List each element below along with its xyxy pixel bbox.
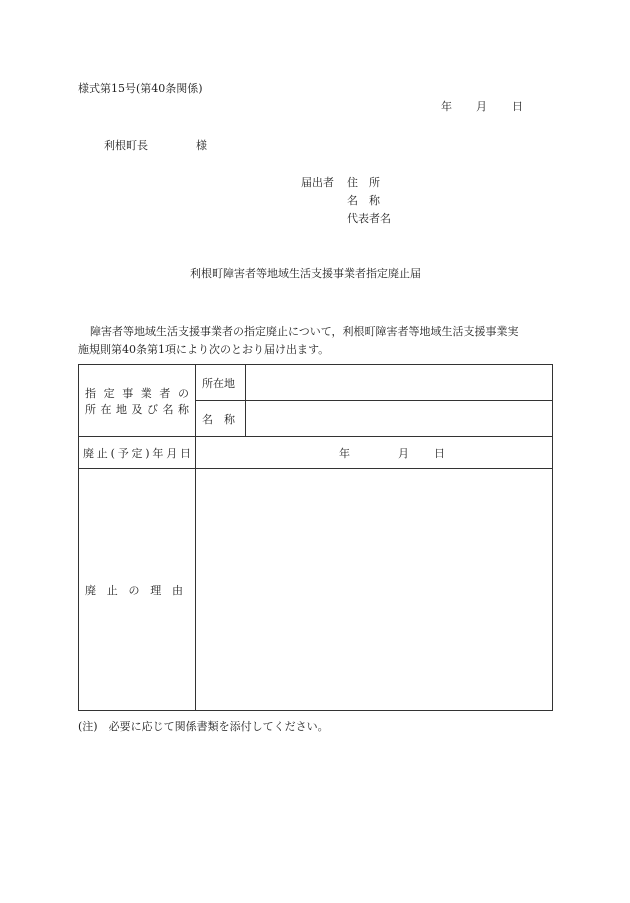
date-month-label: 月	[476, 100, 487, 113]
abolition-date-day-label: 日	[434, 447, 445, 460]
business-name-value-field[interactable]	[246, 401, 553, 437]
date-year-label: 年	[441, 100, 452, 113]
business-name-label: 名 称	[202, 412, 235, 426]
document-title: 利根町障害者等地域生活支援事業者指定廃止届	[190, 267, 421, 280]
abolition-date-label-cell	[79, 437, 196, 469]
notifier-representative-label: 代表者名	[347, 212, 391, 225]
abolition-date-value-field[interactable]	[196, 437, 553, 469]
location-label-cell	[196, 365, 246, 401]
abolition-date-month-label: 月	[398, 447, 409, 460]
reason-label-cell	[79, 469, 196, 711]
addressee-honorific: 様	[196, 139, 207, 152]
designated-business-label-cell	[79, 365, 196, 437]
location-value-field[interactable]	[246, 365, 553, 401]
notifier-label: 届出者	[301, 176, 334, 189]
location-label: 所在地	[202, 376, 235, 390]
notifier-name-label: 名 称	[347, 194, 380, 207]
footnote: (注) 必要に応じて関係書類を添付してください。	[78, 720, 329, 733]
notifier-address-label: 住 所	[347, 176, 380, 189]
abolition-date-year-label: 年	[339, 447, 350, 460]
reason-value-field[interactable]	[196, 469, 553, 711]
date-day-label: 日	[512, 100, 523, 113]
notification-form-table	[78, 364, 553, 711]
designated-business-label-line1: 指定事業者の	[85, 386, 189, 400]
designated-business-label-line2: 所在地及び名称	[85, 402, 189, 416]
business-name-label-cell	[196, 401, 246, 437]
body-line-1: 障害者等地域生活支援事業者の指定廃止について，利根町障害者等地域生活支援事業実	[90, 325, 519, 338]
body-line-2: 施規則第40条第1項により次のとおり届け出ます。	[78, 343, 330, 356]
abolition-date-label: 廃止(予定)年月日	[83, 446, 191, 460]
reason-label: 廃止の理由	[85, 583, 183, 597]
form-number: 様式第15号(第40条関係)	[78, 82, 203, 95]
addressee-name: 利根町長	[104, 139, 148, 152]
